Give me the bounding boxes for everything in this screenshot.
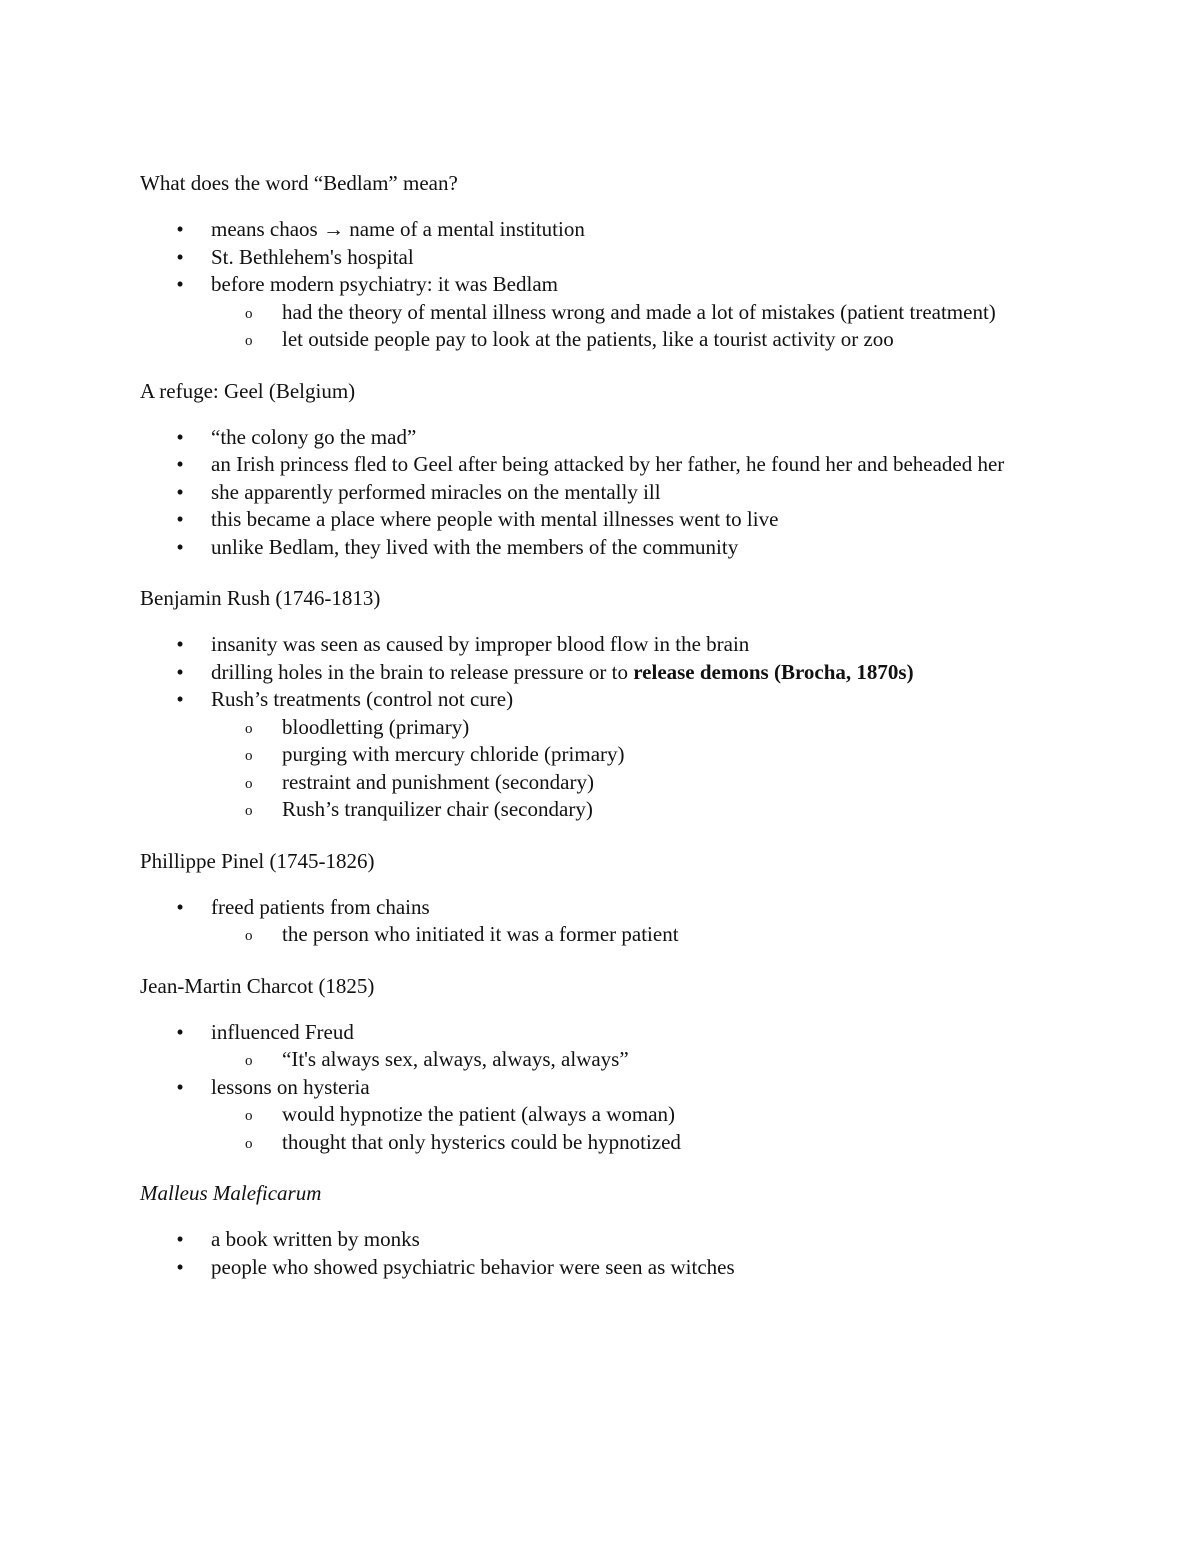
bullet-icon: • [176, 687, 184, 711]
sub-list-item [211, 326, 1020, 354]
section-heading: Phillippe Pinel (1745-1826) [140, 848, 375, 873]
bullet-icon: • [176, 1019, 184, 1044]
sub-list-item-text: let outside people pay to look at the patients, like a tourist activity or zoo [282, 327, 894, 351]
list-item-text: freed patients from chains [211, 894, 430, 919]
list-item [140, 244, 1020, 272]
section [140, 1176, 1020, 1281]
list-item [140, 271, 1020, 354]
sub-list-item-text: “It's always sex, always, always, always” [282, 1047, 629, 1071]
sub-list-item-text: had the theory of mental illness wrong and made a lot of mistakes (patient treatment) [282, 299, 996, 324]
sub-list-item-text: bloodletting (primary) [282, 714, 470, 739]
list-item-text: means chaos → name of a mental institution [211, 217, 585, 241]
section [140, 844, 1020, 949]
bullet-icon: • [176, 217, 184, 241]
bullet-list [140, 216, 1020, 354]
list-item [140, 1019, 1020, 1074]
bullet-list [140, 1019, 1020, 1157]
circle-bullet-icon: o [245, 775, 253, 792]
bullet-icon: • [176, 659, 184, 684]
list-item-text: insanity was seen as caused by improper blood flow in the brain [211, 632, 750, 656]
section-heading: What does the word “Bedlam” mean? [140, 171, 458, 195]
circle-bullet-icon: o [245, 803, 253, 819]
circle-bullet-icon: o [245, 1108, 253, 1124]
list-item-text: lessons on hysteria [211, 1074, 370, 1099]
list-item-text: influenced Freud [211, 1019, 354, 1044]
section [140, 969, 1020, 1157]
circle-bullet-icon: o [245, 928, 253, 944]
bullet-icon: • [176, 1074, 184, 1099]
bullet-list [140, 894, 1020, 949]
circle-bullet-icon: o [245, 748, 253, 764]
sub-list [211, 714, 1020, 824]
bullet-icon: • [176, 534, 184, 559]
list-item [140, 451, 1020, 479]
list-item [140, 894, 1020, 949]
sub-list-item-text: thought that only hysterics could be hypnotized [282, 1129, 681, 1154]
sub-list-item [211, 1101, 1020, 1129]
section-heading: Malleus Maleficarum [140, 1181, 322, 1205]
sub-list [211, 921, 1020, 949]
list-item-text: an Irish princess fled to Geel after being attacked by her father, he found her and beheaded her [211, 452, 1005, 476]
list-item-bold-text: release demons (Brocha, 1870s) [633, 659, 914, 684]
bullet-icon: • [176, 244, 184, 269]
bullet-icon: • [176, 272, 184, 296]
bullet-list [140, 1226, 1020, 1281]
list-item-text: she apparently performed miracles on the mentally ill [211, 479, 661, 504]
sub-list-item [211, 769, 1020, 797]
bullet-icon: • [176, 424, 184, 449]
list-item [140, 1226, 1020, 1254]
section [140, 374, 1020, 562]
sub-list-item [211, 299, 1020, 327]
list-item-text: drilling holes in the brain to release pressure or to [211, 659, 634, 684]
sub-list-item-text: would hypnotize the patient (always a woman) [282, 1102, 676, 1126]
sub-list-item [211, 1129, 1020, 1157]
list-item-text: people who showed psychiatric behavior were seen as witches [211, 1254, 735, 1279]
document-page [140, 166, 1020, 1301]
bullet-icon: • [176, 632, 184, 656]
list-item [140, 479, 1020, 507]
sub-list-item-text: the person who initiated it was a former patient [282, 922, 679, 946]
list-item [140, 424, 1020, 452]
sub-list-item [211, 741, 1020, 769]
section-heading: Jean-Martin Charcot (1825) [140, 973, 375, 998]
section [140, 166, 1020, 354]
list-item [140, 686, 1020, 824]
list-item [140, 506, 1020, 534]
circle-bullet-icon: o [245, 333, 253, 349]
section-heading: Benjamin Rush (1746-1813) [140, 586, 381, 610]
list-item [140, 1074, 1020, 1157]
list-item [140, 534, 1020, 562]
bullet-icon: • [176, 452, 184, 476]
list-item [140, 631, 1020, 659]
sub-list-item [211, 714, 1020, 742]
sub-list-item [211, 796, 1020, 824]
sub-list-item-text: restraint and punishment (secondary) [282, 769, 594, 794]
list-item [140, 659, 1020, 687]
list-item-text: a book written by monks [211, 1227, 420, 1251]
bullet-icon: • [176, 894, 184, 919]
circle-bullet-icon: o [245, 305, 253, 322]
sub-list-item [211, 1046, 1020, 1074]
sub-list-item-text: purging with mercury chloride (primary) [282, 742, 625, 766]
list-item-text: Rush’s treatments (control not cure) [211, 687, 514, 711]
list-item-text: before modern psychiatry: it was Bedlam [211, 272, 558, 296]
bullet-icon: • [176, 1254, 184, 1279]
list-item [140, 216, 1020, 244]
sub-list-item-text: Rush’s tranquilizer chair (secondary) [282, 797, 593, 821]
section [140, 581, 1020, 824]
list-item [140, 1254, 1020, 1282]
list-item-text: St. Bethlehem's hospital [211, 244, 414, 269]
sub-list-item [211, 921, 1020, 949]
bullet-icon: • [176, 479, 184, 504]
section-heading: A refuge: Geel (Belgium) [140, 378, 356, 403]
sub-list [211, 1101, 1020, 1156]
sub-list [211, 1046, 1020, 1074]
bullet-icon: • [176, 1227, 184, 1251]
list-item-text: unlike Bedlam, they lived with the members of the community [211, 534, 739, 559]
bullet-icon: • [176, 507, 184, 531]
circle-bullet-icon: o [245, 1135, 253, 1152]
bullet-list [140, 424, 1020, 562]
list-item-text: “the colony go the mad” [211, 424, 417, 449]
circle-bullet-icon: o [245, 1053, 253, 1069]
circle-bullet-icon: o [245, 720, 253, 737]
bullet-list [140, 631, 1020, 824]
list-item-text: this became a place where people with mental illnesses went to live [211, 507, 779, 531]
sub-list [211, 299, 1020, 354]
